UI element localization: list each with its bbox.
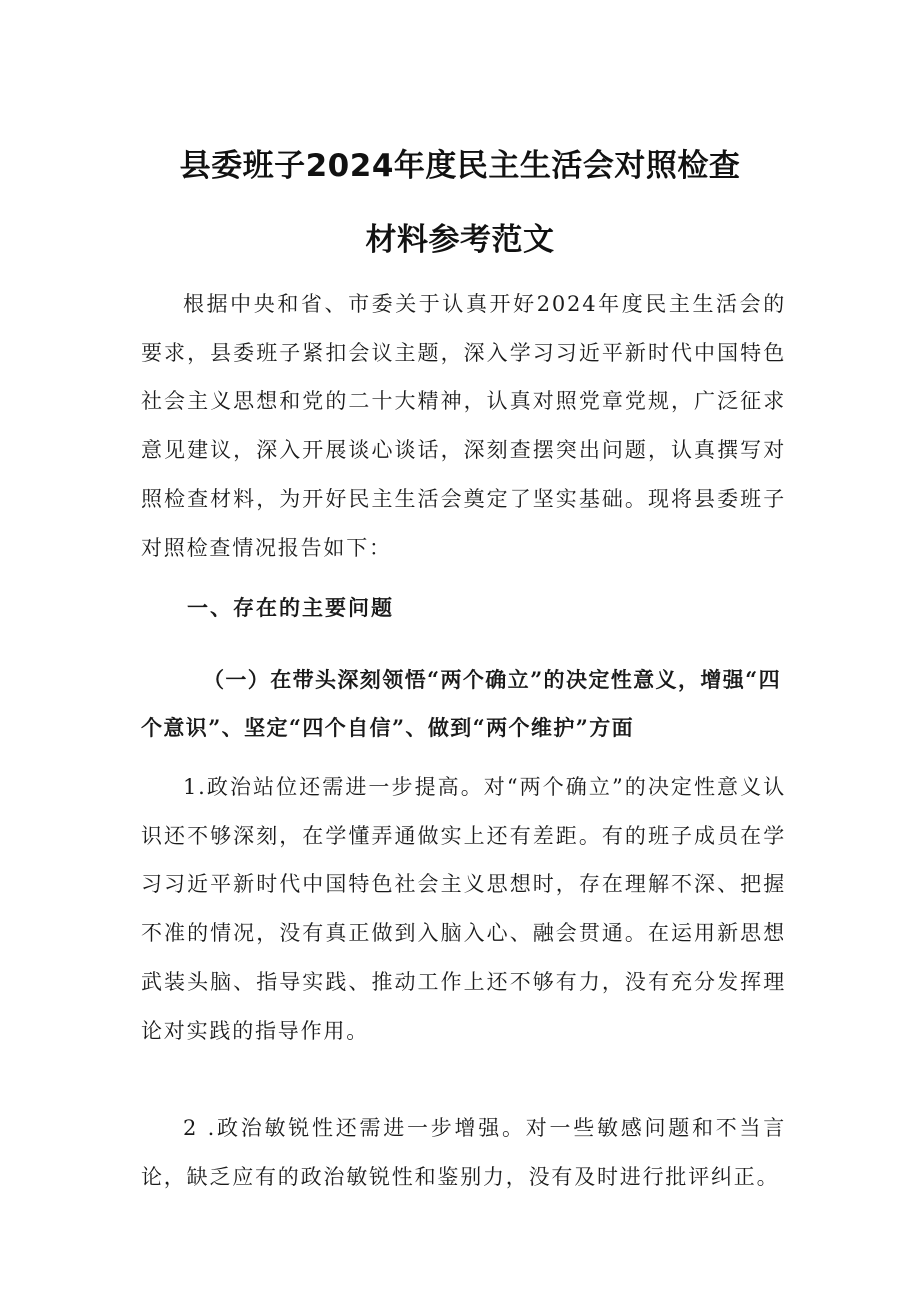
document-title-line2: 材料参考范文 xyxy=(365,222,555,258)
item-paragraph-1: 1.政治站位还需进一步提高。对“两个确立”的决定性意义认识还不够深刻，在学懂弄通做实上还有差距。有的班子成员在学习习近平新时代中国特色社会主义思想时，存在理解不深、把握不准的情况，没有真正做到入脑入心、融会贯通。在运用新思想武装头脑、指导实践、推动工作上还不够有力，没有充分发挥理论对实践的指导作用。 xyxy=(141,775,786,1043)
item-paragraph-2: 2 .政治敏锐性还需进一步增强。对一些敏感问题和不当言论，缺乏应有的政治敏锐性和鉴别力，没有及时进行批评纠正。 xyxy=(141,1116,786,1189)
intro-paragraph: 根据中央和省、市委关于认真开好2024年度民主生活会的要求，县委班子紧扣会议主题，深入学习习近平新时代中国特色社会主义思想和党的二十大精神，认真对照党章党规，广泛征求意见建议，深入开展谈心谈话，深刻查摆突出问题，认真撰写对照检查材料，为开好民主生活会奠定了坚实基础。现将县委班子对照检查情况报告如下： xyxy=(141,292,786,560)
document-title-line1: 县委班子2024年度民主生活会对照检查 xyxy=(179,148,741,184)
section-heading: 一、存在的主要问题 xyxy=(187,595,394,620)
subsection-heading: （一）在带头深刻领悟“两个确立”的决定性意义，增强“四个意识”、坚定“四个自信”、做到“两个维护”方面 xyxy=(141,667,782,740)
